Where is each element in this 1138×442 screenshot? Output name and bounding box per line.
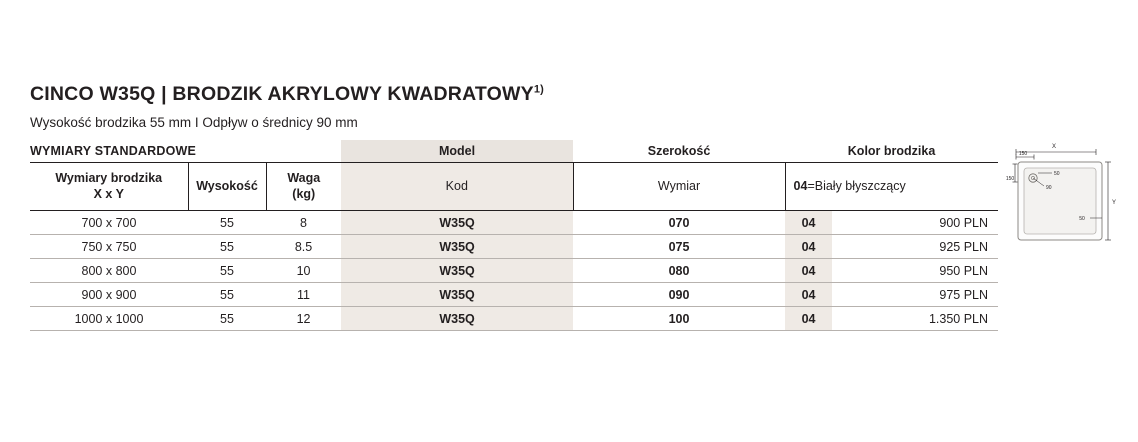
table-row bbox=[30, 259, 998, 283]
cell-wysokosc: 55 bbox=[188, 259, 266, 283]
cell-kolor: 04 bbox=[785, 235, 832, 259]
cell-wysokosc: 55 bbox=[188, 211, 266, 235]
table-group-header-row bbox=[30, 140, 998, 163]
sub-header-kolor-code: 04 bbox=[793, 178, 808, 193]
cell-kod: W35Q bbox=[341, 211, 573, 235]
sub-header-waga-line2: (kg) bbox=[292, 186, 316, 201]
cell-cena: 900 PLN bbox=[832, 211, 998, 235]
sub-header-kolor-legend bbox=[785, 163, 998, 211]
cell-kod: W35Q bbox=[341, 235, 573, 259]
cell-cena: 950 PLN bbox=[832, 259, 998, 283]
cell-wymiary: 1000 x 1000 bbox=[30, 307, 188, 331]
cell-waga: 8 bbox=[266, 211, 341, 235]
cell-kolor: 04 bbox=[785, 211, 832, 235]
sub-header-wymiary-brodzika bbox=[30, 163, 188, 211]
cell-wymiar: 100 bbox=[573, 307, 785, 331]
page-title-text: CINCO W35Q | BRODZIK AKRYLOWY KWADRATOWY bbox=[30, 83, 534, 105]
sub-header-wymiary-line1: Wymiary brodzika bbox=[55, 170, 163, 185]
cell-wymiar: 075 bbox=[573, 235, 785, 259]
drawing-label-x: X bbox=[1051, 144, 1057, 150]
table-sub-header-row bbox=[30, 163, 998, 211]
cell-kod: W35Q bbox=[341, 307, 573, 331]
cell-kolor: 04 bbox=[785, 259, 832, 283]
drawing-label-150-left: 150 bbox=[1005, 176, 1015, 182]
cell-waga: 10 bbox=[266, 259, 341, 283]
sub-header-wysokosc: Wysokość bbox=[188, 163, 266, 211]
page-title-footnote-marker: 1) bbox=[533, 83, 545, 96]
cell-kod: W35Q bbox=[341, 259, 573, 283]
drawing-label-y: Y bbox=[1111, 200, 1117, 206]
spec-table-container bbox=[30, 140, 998, 331]
sub-header-kod: Kod bbox=[341, 163, 573, 211]
page-title bbox=[30, 83, 544, 106]
cell-kolor: 04 bbox=[785, 307, 832, 331]
drawing-label-50-inner: 50 bbox=[1054, 171, 1060, 177]
drawing-label-50-right: 50 bbox=[1079, 216, 1085, 222]
sub-header-waga-line1: Waga bbox=[287, 170, 321, 185]
cell-waga: 8.5 bbox=[266, 235, 341, 259]
cell-wymiary: 800 x 800 bbox=[30, 259, 188, 283]
cell-cena: 1.350 PLN bbox=[832, 307, 998, 331]
spec-table bbox=[30, 140, 998, 331]
cell-wymiary: 750 x 750 bbox=[30, 235, 188, 259]
group-header-model: Model bbox=[341, 140, 573, 163]
sub-header-kolor-text: =Biały błyszczący bbox=[807, 178, 906, 193]
cell-wymiary: 700 x 700 bbox=[30, 211, 188, 235]
cell-wymiar: 080 bbox=[573, 259, 785, 283]
cell-wymiar: 090 bbox=[573, 283, 785, 307]
sub-header-wymiary-line2: X x Y bbox=[93, 186, 124, 201]
table-row bbox=[30, 283, 998, 307]
cell-cena: 925 PLN bbox=[832, 235, 998, 259]
cell-wysokosc: 55 bbox=[188, 235, 266, 259]
cell-waga: 11 bbox=[266, 283, 341, 307]
table-row bbox=[30, 211, 998, 235]
cell-kod: W35Q bbox=[341, 283, 573, 307]
group-header-szerokosc: Szerokość bbox=[573, 140, 785, 163]
table-row bbox=[30, 235, 998, 259]
cell-wysokosc: 55 bbox=[188, 307, 266, 331]
cell-wymiary: 900 x 900 bbox=[30, 283, 188, 307]
cell-cena: 975 PLN bbox=[832, 283, 998, 307]
page-subtitle: Wysokość brodzika 55 mm I Odpływ o średnicy 90 mm bbox=[30, 115, 358, 130]
cell-kolor: 04 bbox=[785, 283, 832, 307]
drawing-label-90: 90 bbox=[1046, 185, 1052, 191]
sub-header-waga bbox=[266, 163, 341, 211]
drawing-label-150-top: 150 bbox=[1018, 151, 1028, 157]
technical-drawing-svg bbox=[1004, 140, 1120, 262]
group-header-kolor: Kolor brodzika bbox=[785, 140, 998, 163]
cell-wysokosc: 55 bbox=[188, 283, 266, 307]
cell-waga: 12 bbox=[266, 307, 341, 331]
sub-header-wymiar: Wymiar bbox=[573, 163, 785, 211]
cell-wymiar: 070 bbox=[573, 211, 785, 235]
group-label-wymiary-standardowe: WYMIARY STANDARDOWE bbox=[30, 144, 197, 158]
table-row bbox=[30, 307, 998, 331]
product-technical-drawing bbox=[1004, 140, 1120, 262]
